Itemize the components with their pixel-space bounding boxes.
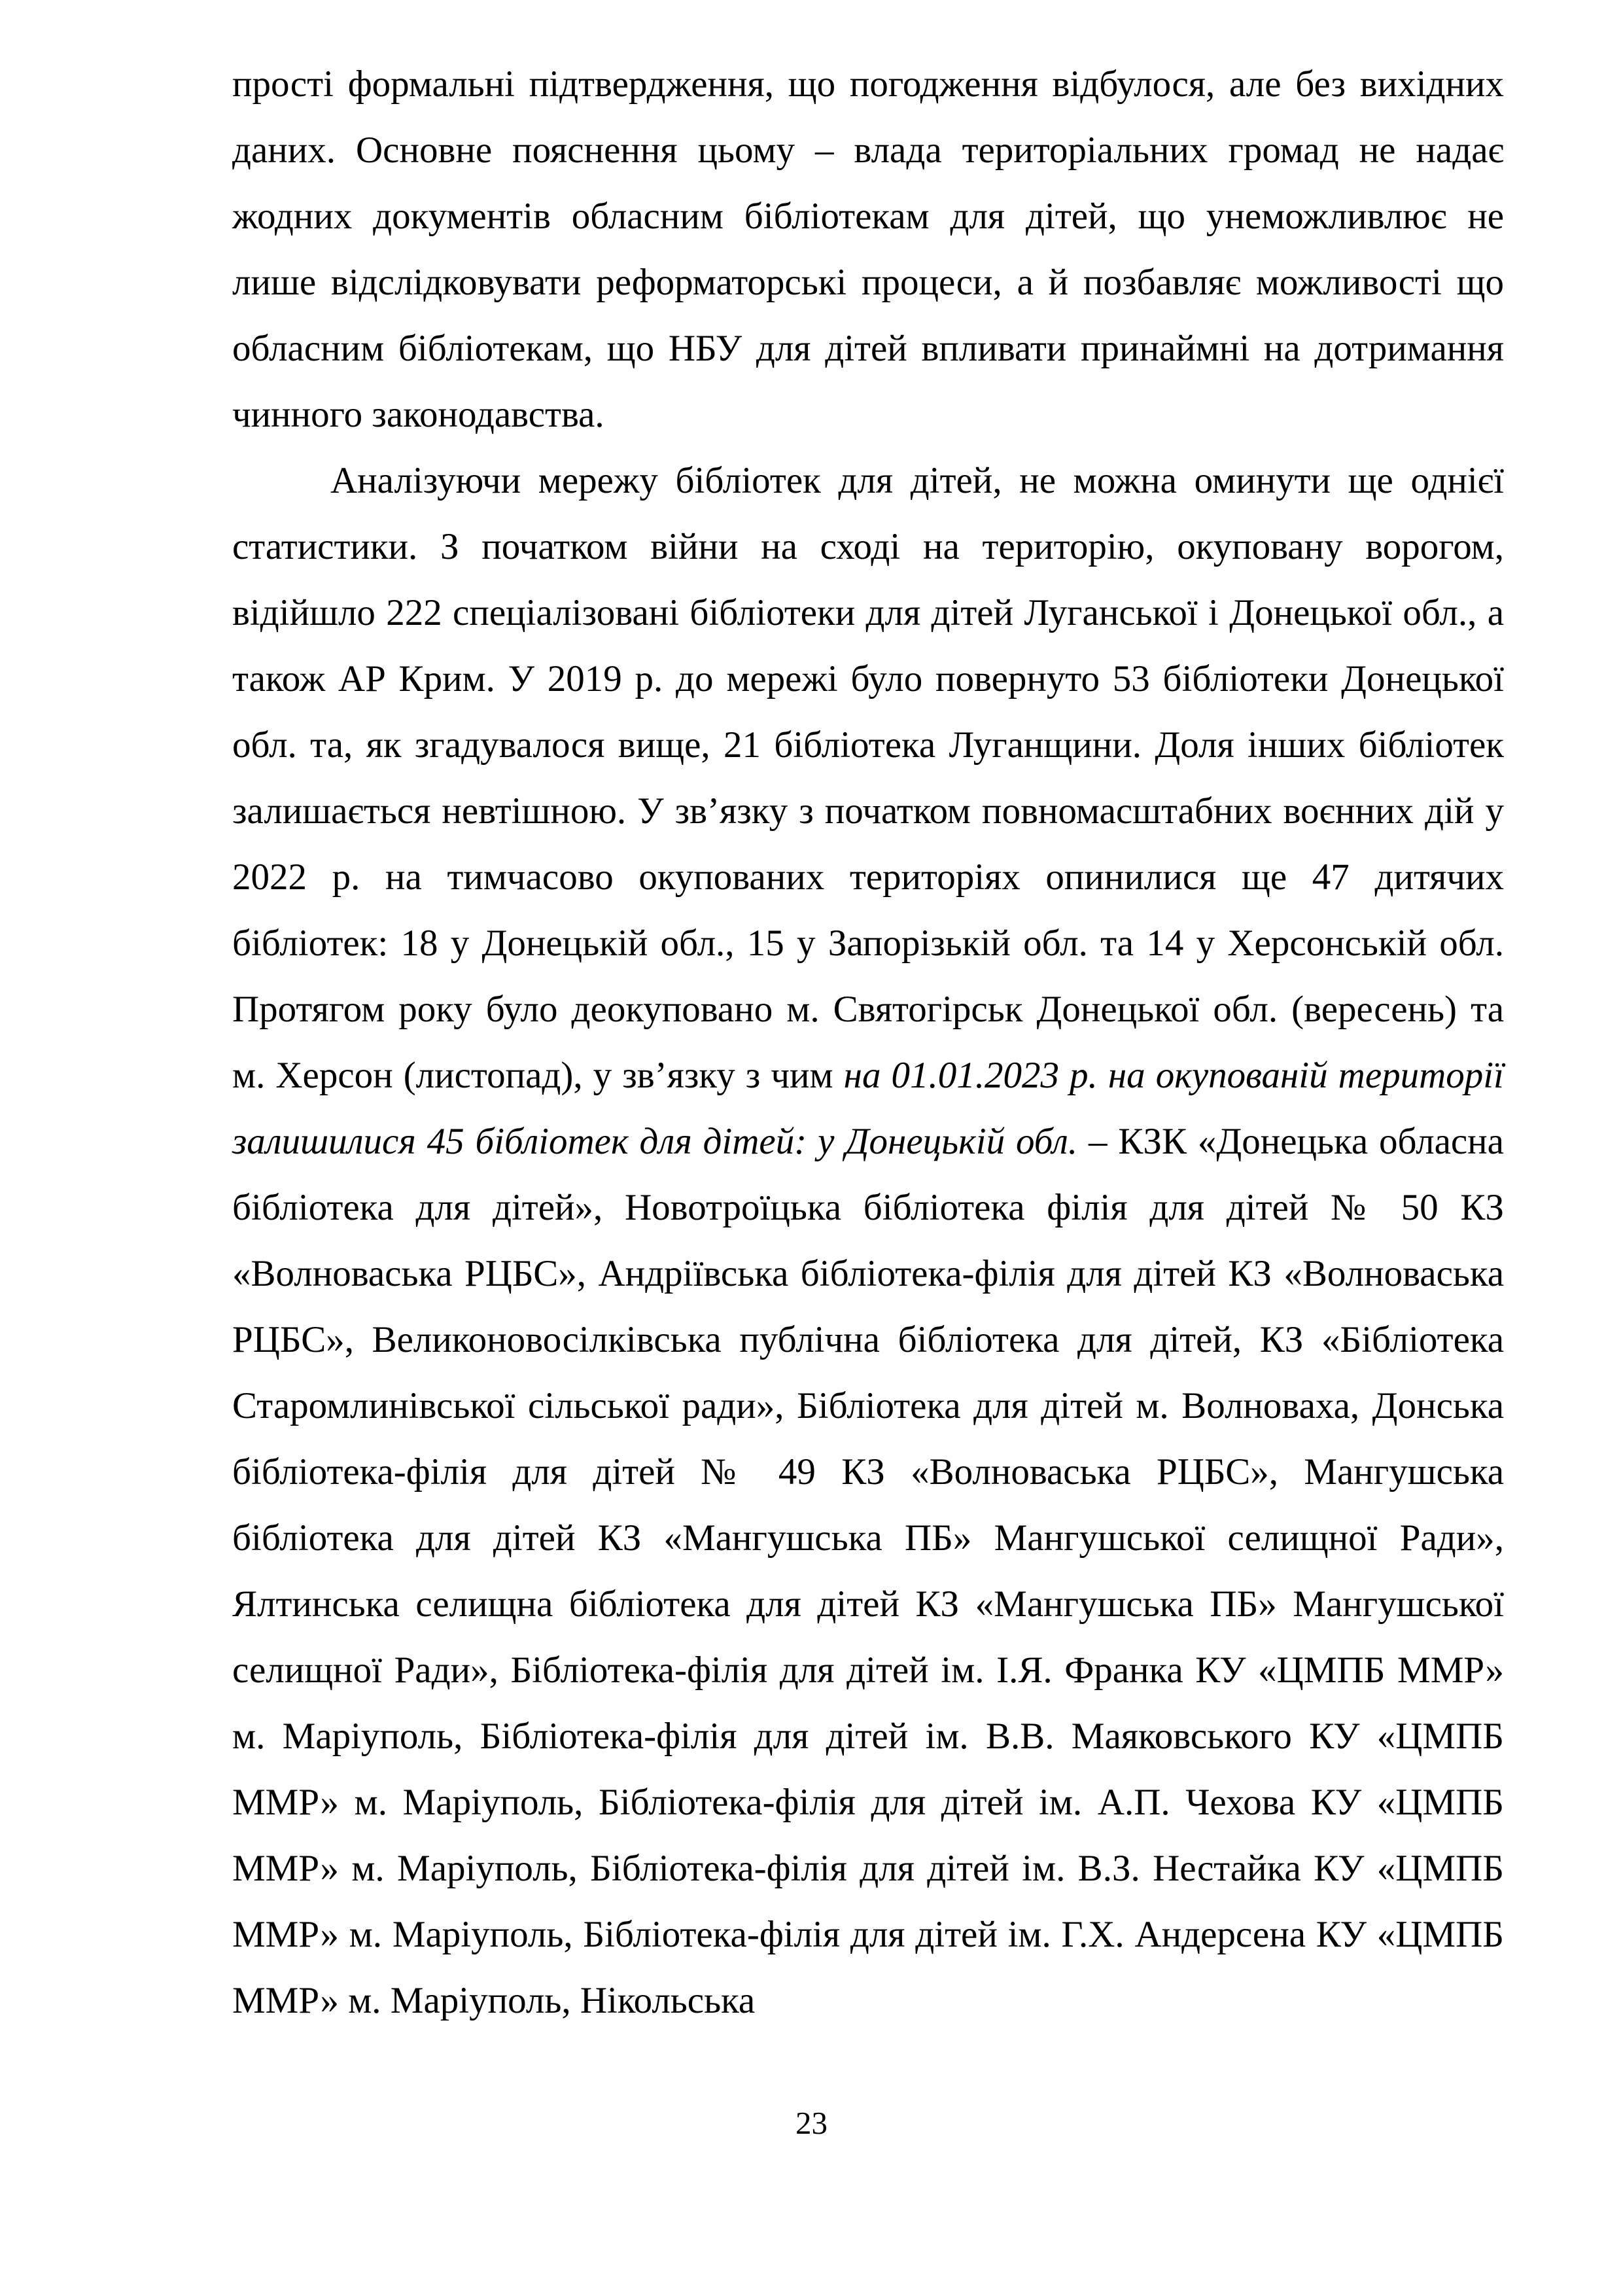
paragraph-2 — [232, 448, 1504, 2034]
paragraph-1: прості формальні підтвердження, що погодження відбулося, але без вихідних даних. Основне пояснення цьому – влада територіальних громад не надає жодних документів обласним бібліотекам для дітей, що унеможливлює не лише відслідковувати реформаторські процеси, а й позбавляє можливості що обласним бібліотекам, що НБУ для дітей впливати принаймні на дотримання чинного законодавства. — [232, 63, 1504, 435]
page-number: 23 — [795, 2105, 828, 2141]
paragraph-2-text-end: – КЗК «Донецька обласна бібліотека для дітей», Новотроїцька бібліотека філія для дітей № 50 КЗ «Волноваська РЦБС», Андріївська бібліотека-філія для дітей КЗ «Волноваська РЦБС», Великоновосілківська публічна бібліотека для дітей, КЗ «Бібліотека Старомлинівської сільської ради», Бібліотека для дітей м. Волноваха, Донська бібліотека-філія для дітей № 49 КЗ «Волноваська РЦБС», Мангушська бібліотека для дітей КЗ «Мангушська ПБ» Мангушської селищної Ради», Ялтинська селищна бібліотека для дітей КЗ «Мангушська ПБ» Мангушської селищної Ради», Бібліотека-філія для дітей ім. І.Я. Франка КУ «ЦМПБ ММР» м. Маріуполь, Бібліотека-філія для дітей ім. В.В. Маяковського КУ «ЦМПБ ММР» м. Маріуполь, Бібліотека-філія для дітей ім. А.П. Чехова КУ «ЦМПБ ММР» м. Маріуполь, Бібліотека-філія для дітей ім. В.З. Нестайка КУ «ЦМПБ ММР» м. Маріуполь, Бібліотека-філія для дітей ім. Г.Х. Андерсена КУ «ЦМПБ ММР» м. Маріуполь, Нікольська — [232, 1121, 1504, 2021]
paragraph-2-italic-text: на 01.01.2023 р. на окупованій території залишилися 45 бібліотек для дітей: у Донецькій обл. — [232, 1055, 1504, 1162]
page-body — [232, 51, 1504, 2034]
paragraph-2-text-start: Аналізуючи мережу бібліотек для дітей, не можна оминути ще однієї статистики. З початком війни на сході на територію, окуповану ворогом, відійшло 222 спеціалізовані бібліотеки для дітей Луганської і Донецької обл., а також АР Крим. У 2019 р. до мережі було повернуто 53 бібліотеки Донецької обл. та, як згадувалося вище, 21 бібліотека Луганщини. Доля інших бібліотек залишається невтішною. У зв’язку з початком повномасштабних воєнних дій у 2022 р. на тимчасово окупованих територіях опинилися ще 47 дитячих бібліотек: 18 у Донецькій обл., 15 у Запорізькій обл. та 14 у Херсонській обл. Протягом року було деокуповано м. Святогірськ Донецької обл. (вересень) та м. Херсон (листопад), у зв’язку з чим — [232, 460, 1504, 1096]
